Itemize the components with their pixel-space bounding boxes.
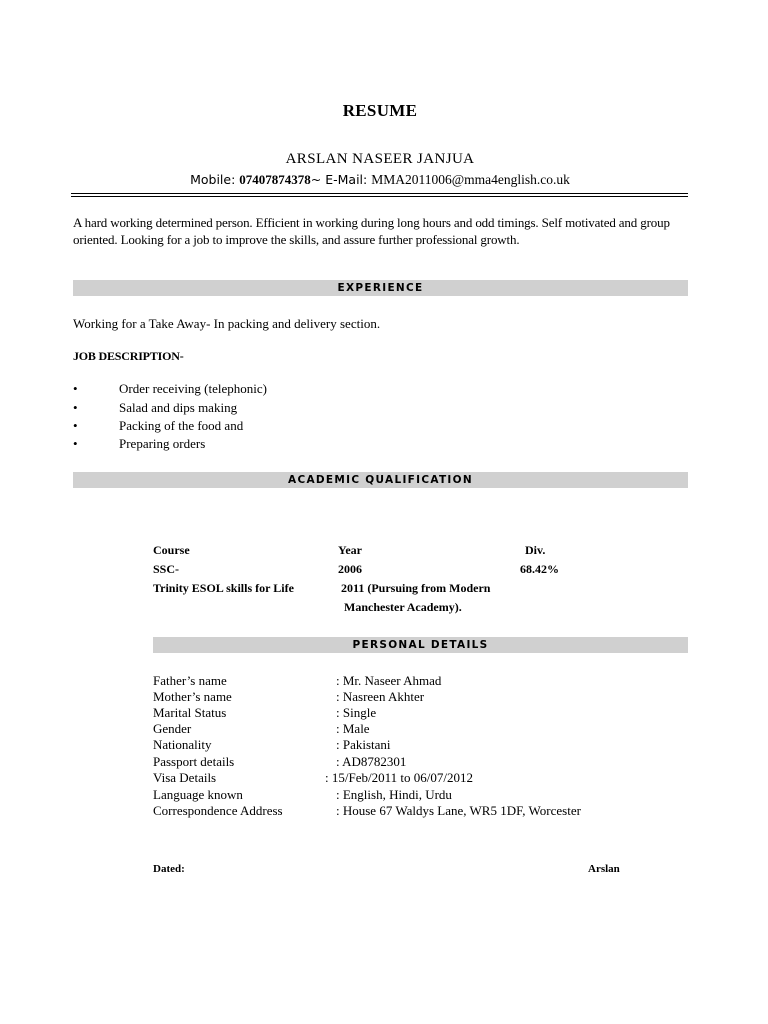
email-label: ~ E-Mail: xyxy=(310,172,368,187)
detail-label: Language known xyxy=(153,787,243,802)
detail-label: Mother’s name xyxy=(153,689,232,704)
detail-label: Correspondence Address xyxy=(153,803,283,818)
duty-label: Order receiving (telephonic) xyxy=(119,381,267,396)
bullet-icon: • xyxy=(73,418,78,433)
summary-paragraph: A hard working determined person. Efficient in working during long hours and odd timings. Self motivated and group oriented. Looking for a job to improve the skills, and assure further professional growth. xyxy=(73,215,670,247)
detail-value: : Mr. Naseer Ahmad xyxy=(336,673,442,688)
personal-details-heading: PERSONAL DETAILS xyxy=(153,637,688,653)
academic-header-div: Div. xyxy=(525,543,546,557)
detail-value: : Nasreen Akhter xyxy=(336,689,425,704)
mobile-number: 07407874378 xyxy=(239,172,311,187)
detail-label: Marital Status xyxy=(153,705,227,720)
list-item xyxy=(73,436,473,454)
list-item xyxy=(73,400,473,418)
dated-label: Dated: xyxy=(153,863,185,875)
contact-line xyxy=(0,172,760,188)
applicant-name: ARSLAN NASEER JANJUA xyxy=(285,151,475,167)
list-item xyxy=(73,418,473,436)
duty-label: Packing of the food and xyxy=(119,418,244,433)
detail-label: Gender xyxy=(153,721,192,736)
academic-year-cell: 2011 (Pursuing from Modern xyxy=(341,581,491,595)
mobile-label: Mobile: xyxy=(190,172,236,187)
experience-heading: EXPERIENCE xyxy=(73,280,688,296)
detail-label: Father’s name xyxy=(153,673,227,688)
detail-value: : House 67 Waldys Lane, WR5 1DF, Worcester xyxy=(336,803,581,818)
header-divider-bottom xyxy=(71,196,688,197)
signature: Arslan xyxy=(588,863,620,875)
academic-year-cell-continued: Manchester Academy). xyxy=(344,600,462,614)
detail-value: : 15/Feb/2011 to 06/07/2012 xyxy=(325,770,473,785)
duty-label: Salad and dips making xyxy=(119,400,238,415)
academic-header-course: Course xyxy=(153,543,190,557)
detail-label: Passport details xyxy=(153,754,235,769)
bullet-icon: • xyxy=(73,436,78,451)
academic-year-cell: 2006 xyxy=(338,562,362,576)
academic-heading: ACADEMIC QUALIFICATION xyxy=(73,472,688,488)
detail-value: : Pakistani xyxy=(336,737,391,752)
detail-label: Visa Details xyxy=(153,770,217,785)
academic-div-cell: 68.42% xyxy=(520,562,559,576)
detail-label: Nationality xyxy=(153,737,212,752)
academic-course-cell: SSC- xyxy=(153,562,180,576)
detail-value: : Male xyxy=(336,721,370,736)
academic-header-year: Year xyxy=(338,543,362,557)
bullet-icon: • xyxy=(73,381,78,396)
detail-value: : Single xyxy=(336,705,377,720)
email-address: MMA2011006@mma4english.co.uk xyxy=(371,172,570,187)
resume-title: RESUME xyxy=(342,101,418,120)
duty-label: Preparing orders xyxy=(119,436,206,451)
detail-value: : AD8782301 xyxy=(336,754,407,769)
list-item xyxy=(73,381,473,399)
detail-value: : English, Hindi, Urdu xyxy=(336,787,452,802)
job-description-label: JOB DESCRIPTION- xyxy=(73,349,184,363)
academic-course-cell: Trinity ESOL skills for Life xyxy=(153,581,294,595)
bullet-icon: • xyxy=(73,400,78,415)
experience-text: Working for a Take Away- In packing and delivery section. xyxy=(73,316,381,331)
header-divider-top xyxy=(71,193,688,194)
